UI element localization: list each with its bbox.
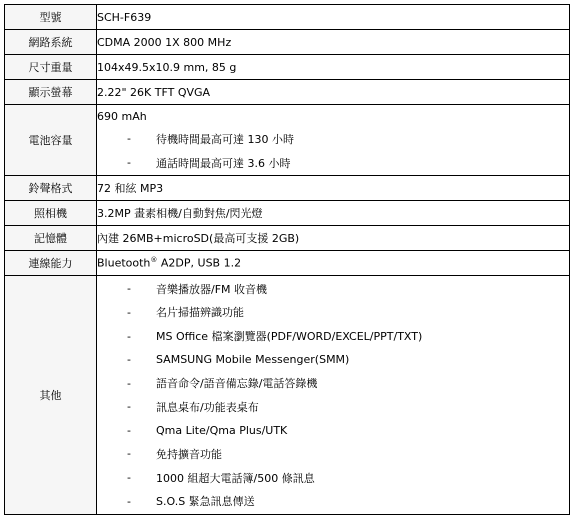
spec-value-ringtone: 72 和絃 MP3 bbox=[97, 176, 570, 201]
spec-label-camera: 照相機 bbox=[5, 201, 97, 226]
bullet-dash: - bbox=[127, 132, 131, 145]
spec-row-other bbox=[5, 276, 570, 515]
spec-value-network: CDMA 2000 1X 800 MHz bbox=[97, 30, 570, 55]
list-item bbox=[97, 371, 569, 395]
list-item bbox=[97, 151, 569, 175]
spec-label-connectivity: 連線能力 bbox=[5, 251, 97, 276]
spec-row-connectivity bbox=[5, 251, 570, 276]
bullet-dash: - bbox=[127, 353, 131, 367]
other-feature: 語音命令/語音備忘錄/電話答錄機 bbox=[156, 377, 318, 391]
spec-label-model: 型號 bbox=[5, 5, 97, 30]
spec-value-model: SCH-F639 bbox=[97, 5, 570, 30]
list-item bbox=[97, 127, 569, 151]
spec-label-ringtone: 鈴聲格式 bbox=[5, 176, 97, 201]
list-item bbox=[97, 489, 569, 513]
bullet-dash: - bbox=[127, 447, 131, 461]
spec-row-network bbox=[5, 30, 570, 55]
other-feature: Qma Lite/Qma Plus/UTK bbox=[156, 423, 288, 437]
spec-row-model bbox=[5, 5, 570, 30]
registered-mark: ® bbox=[150, 256, 158, 265]
other-feature: 1000 組超大電話簿/500 條訊息 bbox=[156, 471, 315, 485]
list-item bbox=[97, 324, 569, 348]
spec-label-memory: 記憶體 bbox=[5, 226, 97, 251]
list-item bbox=[97, 395, 569, 419]
spec-row-display bbox=[5, 80, 570, 105]
list-item bbox=[97, 277, 569, 301]
other-feature: MS Office 檔案瀏覽器(PDF/WORD/EXCEL/PPT/TXT) bbox=[156, 330, 423, 344]
other-feature: SAMSUNG Mobile Messenger(SMM) bbox=[156, 353, 350, 367]
list-item bbox=[97, 442, 569, 466]
spec-value-memory: 內建 26MB+microSD(最高可支援 2GB) bbox=[97, 226, 570, 251]
spec-label-other: 其他 bbox=[5, 276, 97, 515]
other-feature: 免持擴音功能 bbox=[156, 447, 222, 461]
spec-row-size bbox=[5, 55, 570, 80]
bullet-dash: - bbox=[127, 376, 131, 390]
bullet-dash: - bbox=[127, 400, 131, 414]
spec-table bbox=[4, 4, 570, 515]
battery-talktime: 通話時間最高可達 3.6 小時 bbox=[156, 156, 291, 170]
other-feature: 音樂播放器/FM 收音機 bbox=[156, 282, 268, 296]
bullet-dash: - bbox=[127, 329, 131, 343]
spec-row-battery bbox=[5, 105, 570, 176]
spec-label-size: 尺寸重量 bbox=[5, 55, 97, 80]
other-feature: S.O.S 緊急訊息傳送 bbox=[156, 495, 255, 509]
list-item bbox=[97, 466, 569, 490]
list-item bbox=[97, 419, 569, 443]
spec-value-size: 104x49.5x10.9 mm, 85 g bbox=[97, 55, 570, 80]
spec-value-other bbox=[97, 276, 570, 515]
bullet-dash: - bbox=[127, 423, 131, 437]
bullet-dash: - bbox=[127, 494, 131, 508]
spec-label-battery: 電池容量 bbox=[5, 105, 97, 176]
spec-row-ringtone bbox=[5, 176, 570, 201]
spec-label-display: 顯示螢幕 bbox=[5, 80, 97, 105]
bullet-dash: - bbox=[127, 156, 131, 169]
spec-row-memory bbox=[5, 226, 570, 251]
bluetooth-text: Bluetooth bbox=[97, 256, 151, 270]
other-feature: 名片掃描辨識功能 bbox=[156, 306, 244, 320]
battery-capacity: 690 mAh bbox=[97, 109, 147, 123]
other-feature: 訊息桌布/功能表桌布 bbox=[156, 400, 259, 414]
list-item bbox=[97, 301, 569, 325]
connectivity-suffix: A2DP, USB 1.2 bbox=[157, 256, 242, 270]
spec-label-network: 網路系統 bbox=[5, 30, 97, 55]
bullet-dash: - bbox=[127, 282, 131, 296]
spec-value-display: 2.22" 26K TFT QVGA bbox=[97, 80, 570, 105]
spec-value-battery bbox=[97, 105, 570, 176]
bullet-dash: - bbox=[127, 305, 131, 319]
spec-row-camera bbox=[5, 201, 570, 226]
spec-value-camera: 3.2MP 畫素相機/自動對焦/閃光燈 bbox=[97, 201, 570, 226]
battery-standby: 待機時間最高可達 130 小時 bbox=[156, 132, 294, 146]
list-item bbox=[97, 348, 569, 372]
spec-value-connectivity bbox=[97, 251, 570, 276]
bullet-dash: - bbox=[127, 471, 131, 485]
